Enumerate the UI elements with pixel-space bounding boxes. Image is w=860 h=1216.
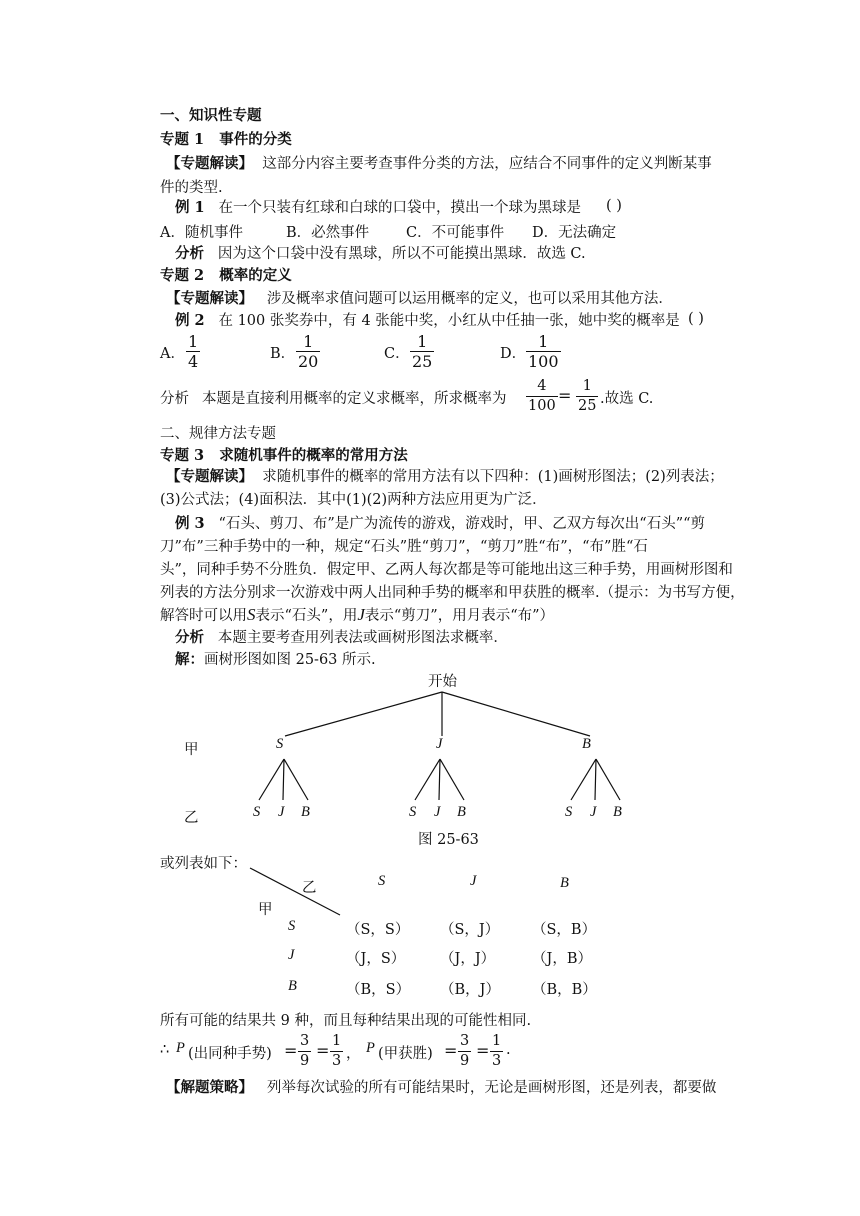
formula-therefore: ∴ [160,1042,170,1058]
ex1-option-b: B．必然事件 [286,225,370,241]
fraction-numerator: 3 [460,1033,470,1049]
figure-caption: 图 25-63 [418,832,479,848]
fraction-numerator: 4 [537,378,547,394]
ex3-line1-text: “石头、剪刀、布”是广为流传的游戏，游戏时，甲、乙双方每次出“石头”“剪 [218,516,706,532]
fraction-denominator: 3 [492,1053,502,1069]
fraction-numerator: 1 [582,378,592,394]
tree-leaf-node: S [565,804,573,820]
example3-line2: 刀”布”三种手势中的一种，规定“石头”胜“剪刀”，“剪刀”胜“布”，“布”胜“石 [160,539,648,555]
table-col-header: J [470,873,477,889]
analysis1-text: 因为这个口袋中没有黑球，所以不可能摸出黑球．故选 C. [217,246,586,262]
example3-line4: 列表的方法分别求一次游戏中两人出同种手势的概率和甲获胜的概率.（提示：为书写方便， [160,585,745,601]
tree-row-label-jia: 甲 [184,742,199,758]
tree-level1-node: J [436,736,443,752]
fraction-denominator: 9 [300,1053,310,1069]
formula-event1: (出同种手势) [188,1046,272,1062]
reading1-text: 这部分内容主要考查事件分类的方法，应结合不同事件的定义判断某事 [262,156,712,172]
table-cell: （J，B） [532,951,592,967]
ex2-label: 例 2 [175,312,205,329]
solution-tag: 解： [175,651,204,668]
ex1-answer-paren: ( ) [606,198,622,214]
tree-leaf-node: S [409,804,417,820]
table-corner-bottom: 甲 [258,902,273,918]
table-row-header: J [288,947,295,963]
table-cell: （B，J） [440,982,500,998]
table-row-header: B [288,978,297,994]
ex3-line5-b: 表示“石头”，用 [255,608,358,624]
fraction-denominator: 100 [528,352,559,371]
formula-separator: ， [346,1046,361,1062]
tree-edge [283,759,284,800]
fraction-numerator: 1 [492,1033,502,1049]
table-cell: （J，J） [440,951,496,967]
fraction-denominator: 25 [578,398,597,414]
ex1-option-d: D．无法确定 [532,225,617,241]
reading3-tag: 【专题解读】 [166,468,253,485]
fraction-numerator: 1 [332,1033,342,1049]
table-col-header: B [560,875,569,891]
ex3-symbol-s: S [247,605,256,624]
fraction-numerator: 1 [303,332,314,351]
formula-equals: = [284,1041,298,1060]
table-cell: （S，S） [346,922,410,938]
ex3-line5-a: 解答时可以用 [160,608,247,624]
analysis2-tail: .故选 C. [600,391,654,407]
tree-edge [442,692,590,736]
ex3-line5-c: 表示“剪刀”，用月表示“布”） [364,608,555,624]
reading3-text2: (3)公式法；(4)面积法．其中(1)(2)两种方法应用更为广泛． [160,492,547,508]
tree-edge [571,759,596,800]
topic1-name: 事件的分类 [219,131,292,148]
topic3-name: 求随机事件的概率的常用方法 [219,447,408,464]
section2-title: 二、规律方法专题 [160,426,276,442]
tree-edge [596,759,620,800]
ex3-symbol-j: J [357,605,365,624]
fraction-denominator: 100 [528,398,556,414]
example3-line3: 头”，同种手势不分胜负．假定甲、乙两人每次都是等可能地出这三种手势，用画树形图和 [160,562,733,578]
section1-title: 一、知识性专题 [160,107,262,124]
ex2-option-b-letter: B． [270,346,296,362]
formula-equals: = [444,1041,458,1060]
formula-fraction-3-9 [298,1032,311,1071]
tree-edge [285,692,442,736]
tree-leaf-node: B [457,804,466,820]
solution-text: 画树形图如图 25-63 所示. [204,652,376,668]
ex2-answer-paren: ( ) [688,311,704,327]
fraction-denominator: 4 [188,352,199,371]
fraction-denominator: 20 [298,352,319,371]
formula-fraction-3-9 [458,1032,471,1071]
fraction-numerator: 1 [417,332,428,351]
table-cell: （S，B） [532,922,597,938]
analysis3-text: 本题主要考查用列表法或画树形图法求概率． [217,630,508,646]
fraction-denominator: 25 [412,352,433,371]
formula-end: . [506,1042,511,1058]
tree-edge [439,759,440,800]
formula-p2: P [366,1040,375,1056]
tree-leaf-node: J [590,804,597,820]
formula-p1: P [176,1040,185,1056]
tree-root: 开始 [428,674,457,690]
topic2-label: 专题 2 [160,267,205,284]
ex3-label: 例 3 [175,515,205,532]
table-row-header: S [288,918,296,934]
analysis2-equals: = [558,386,572,405]
ex2-option-d-letter: D． [500,346,527,362]
ex2-option-a-letter: A． [160,346,185,362]
reading1-text2: 件的类型. [160,180,223,196]
ex1-text: 在一个只装有红球和白球的口袋中，摸出一个球为黑球是 [218,200,581,216]
table-cell: （B，B） [532,982,597,998]
strategy-tag: 【解题策略】 [166,1079,253,1096]
strategy-line [166,1078,716,1098]
topic3-label: 专题 3 [160,447,205,464]
formula-equals: = [476,1041,490,1060]
analysis3-tag: 分析 [175,629,204,646]
tree-leaf-node: J [434,804,441,820]
table-cell: （B，S） [346,982,411,998]
tree-leaf-node: B [613,804,622,820]
tree-leaf-node: B [301,804,310,820]
reading1-tag: 【专题解读】 [166,155,253,172]
tree-edge [284,759,308,800]
ex1-option-a: A．随机事件 [160,225,243,241]
table-corner-top: 乙 [302,880,317,896]
topic2-name: 概率的定义 [219,267,292,284]
tree-edge [595,759,596,800]
analysis2-tag: 分析 [160,391,189,407]
ex2-text: 在 100 张奖券中，有 4 张能中奖，小红从中任抽一张，她中奖的概率是 [218,313,680,329]
reading2-tag: 【专题解读】 [166,290,253,307]
fraction-numerator: 1 [538,332,549,351]
tree-level1-node: S [276,736,284,752]
tree-leaf-node: J [278,804,285,820]
ex1-label: 例 1 [175,199,205,216]
table-intro: 或列表如下： [160,856,247,872]
analysis1-tag: 分析 [175,245,204,262]
tree-row-label-yi: 乙 [184,810,199,826]
topic1-label: 专题 1 [160,131,205,148]
tree-leaf-node: S [253,804,261,820]
formula-event2: (甲获胜) [378,1046,433,1062]
fraction-denominator: 9 [460,1053,470,1069]
table-cell: （J，S） [346,951,406,967]
table-cell: （S，J） [440,922,500,938]
fraction-numerator: 1 [188,332,199,351]
formula-equals: = [316,1041,330,1060]
formula-fraction-1-3 [490,1032,503,1071]
reading3-text: 求随机事件的概率的常用方法有以下四种：(1)画树形图法；(2)列表法； [262,469,724,485]
fraction-denominator: 3 [332,1053,342,1069]
table-col-header: S [378,873,386,889]
strategy-text: 列举每次试验的所有可能结果时，无论是画树形图，还是列表，都要做 [266,1080,717,1096]
tree-edge [440,759,464,800]
fraction-numerator: 3 [300,1033,310,1049]
result-line: 所有可能的结果共 9 种，而且每种结果出现的可能性相同. [160,1013,532,1029]
tree-level1-node: B [582,736,591,752]
formula-fraction-1-3 [330,1032,343,1071]
analysis2-text: 本题是直接利用概率的定义求概率，所求概率为 [202,391,507,407]
reading2-text: 涉及概率求值问题可以运用概率的定义，也可以采用其他方法． [266,291,673,307]
tree-edge [259,759,284,800]
ex2-option-c-letter: C． [384,346,410,362]
tree-edge [415,759,440,800]
ex1-option-c: C．不可能事件 [406,225,505,241]
